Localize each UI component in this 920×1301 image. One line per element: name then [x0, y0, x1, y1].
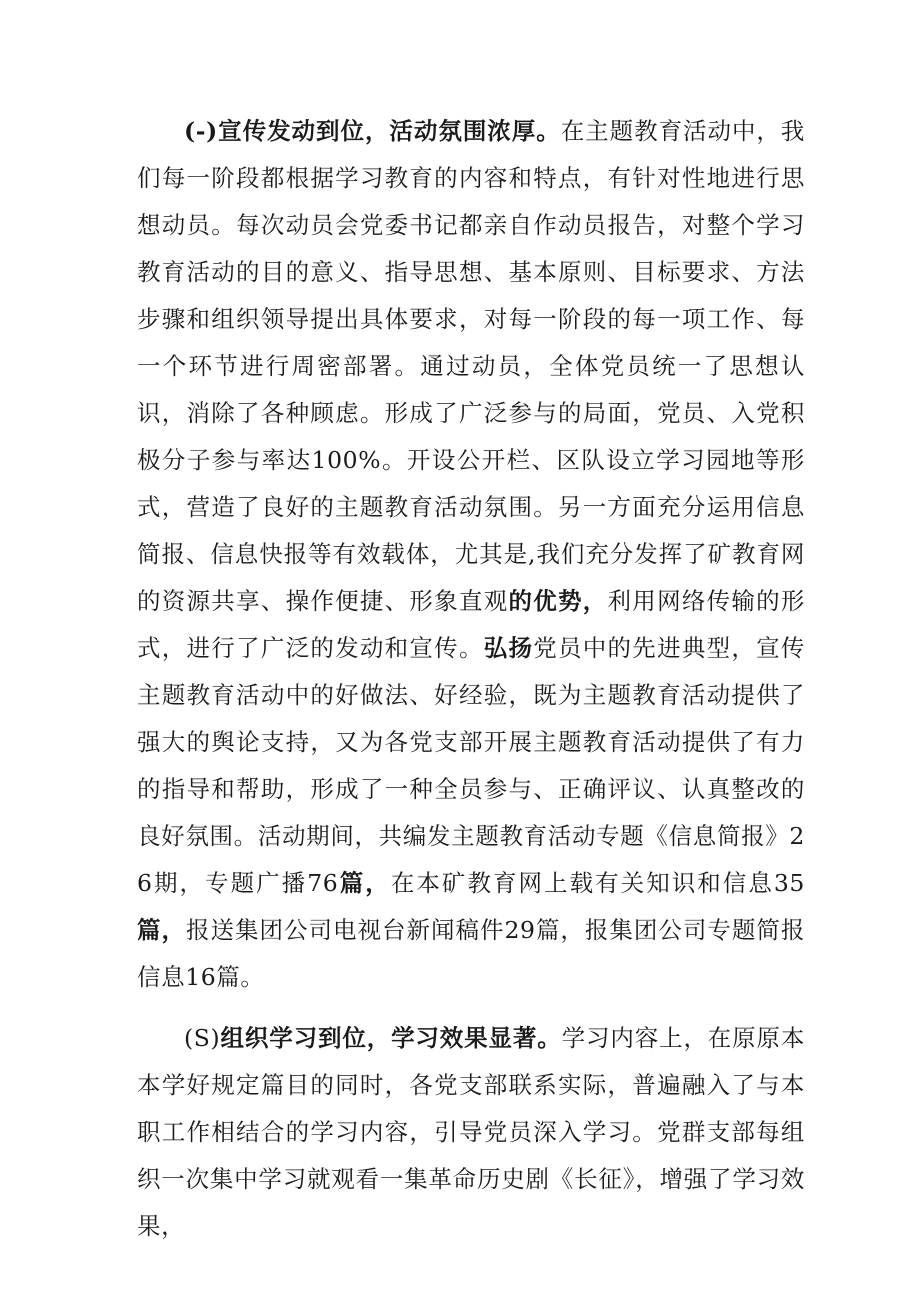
section-number: (S)	[184, 1024, 221, 1052]
text-run: 在主题教育活动中，我们每一阶段都根据学习教育的内容和特点，有针对性地进行思想动员。每次动员会党委书记都亲自作动员报告，对整个学习教育活动的目的意义、指导思想、基本原则、目标要求、方法步骤和组织领导提出具体要求，对每一阶段的每一项工作、每一个环节进行周密部署。通过动员，全体党员统一了思想认识，消除了各种顾虑。形成了广泛参与的局面，党员、入党积极分子参与率达100%。开设公开栏、区队设立学习园地等形式，营造了良好的主题教育活动氛围。另一方面充分运用信息简报、信息快报等有效载体，尤其是,我们充分发挥了矿教育网的资源共享、操作便捷、形象直观	[137, 117, 806, 615]
emphasis-run: 的优势，	[508, 587, 608, 615]
emphasis-run: 篇，	[137, 916, 186, 944]
section-heading-publicity: (-)宣传发动到位，活动氛围浓厚。	[184, 117, 561, 145]
text-run: 报送集团公司电视台新闻稿件29篇，报集团公司专题简报信息16篇。	[137, 916, 805, 991]
document-body	[137, 108, 805, 1250]
paragraph-publicity	[137, 108, 805, 1001]
text-run: 在本矿教育网上载有关知识和信息35	[390, 869, 805, 897]
text-run: 党员中的先进典型，宣传主题教育活动中的好做法、好经验，既为主题教育活动提供了强大的舆论支持，又为各党支部开展主题教育活动提供了有力的指导和帮助，形成了一种全员参与、正确评议、认真整改的良好氛围。活动期间，共编发主题教育活动专题《信息简报》26期，专题广播76	[137, 634, 805, 897]
emphasis-run: 篇，	[338, 869, 391, 897]
text-run: 学习内容上，在原原本本学好规定篇目的同时，各党支部联系实际，普遍融入了与本职工作相结合的学习内容，引导党员深入学习。党群支部每组织一次集中学习就观看一集革命历史剧《长征》，增强了学习效果，	[137, 1024, 806, 1240]
emphasis-run: 弘扬	[483, 634, 534, 662]
text-run: 利用网络传输的形式，进行了广泛的发动和宣传。	[137, 587, 805, 662]
paragraph-study	[137, 1015, 805, 1250]
section-heading-study: 组织学习到位，学习效果显著。	[220, 1024, 562, 1052]
